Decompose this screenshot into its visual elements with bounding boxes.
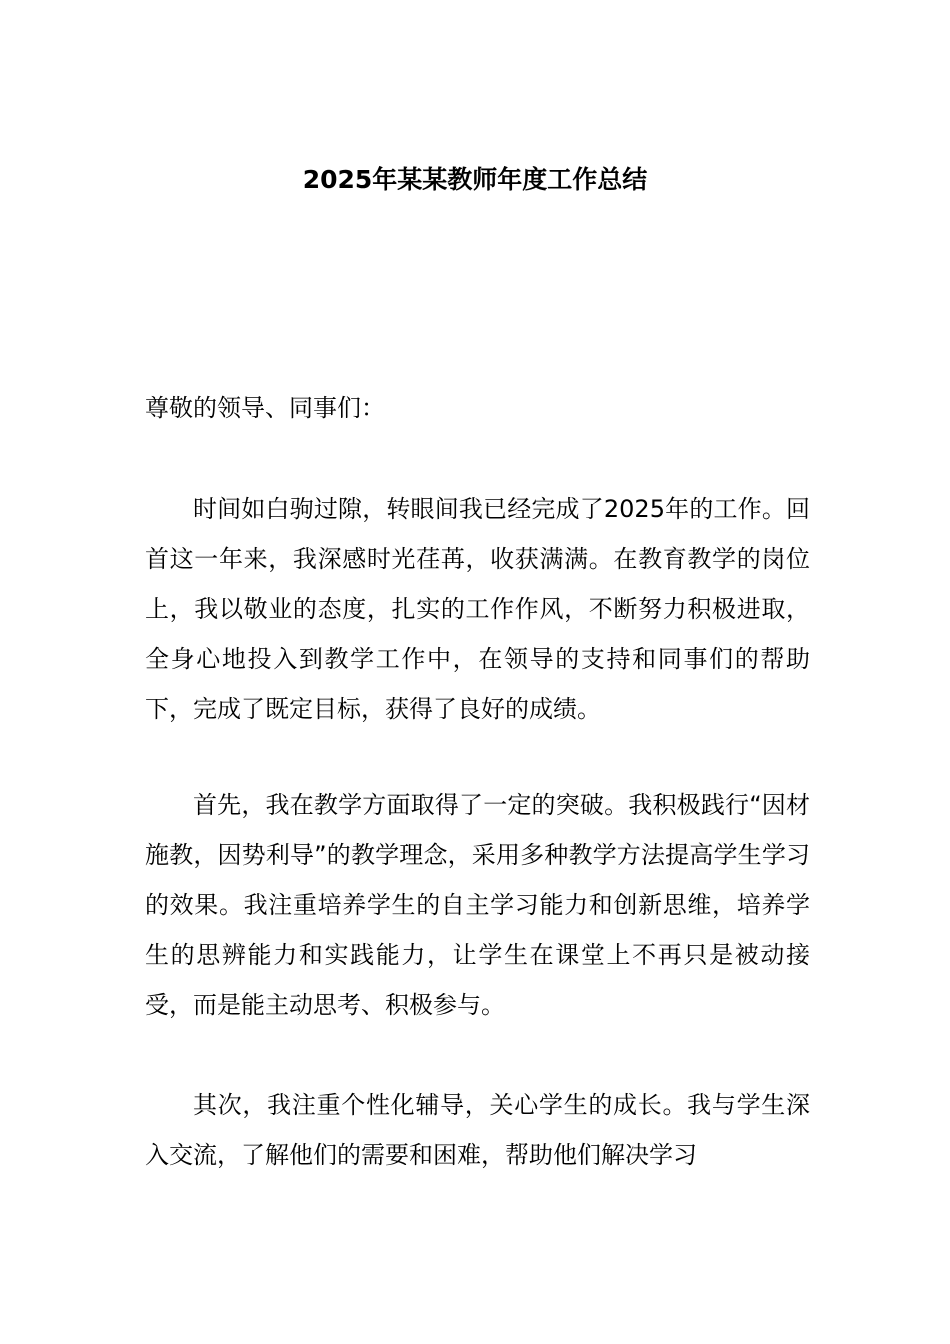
greeting: 尊敬的领导、同事们：	[145, 394, 385, 422]
paragraph-2: 首先，我在教学方面取得了一定的突破。我积极践行“因材施教，因势利导”的教学理念，采用多种教学方法提高学生学习的效果。我注重培养学生的自主学习能力和创新思维，培养学生的思辨能力和实践能力，让学生在课堂上不再只是被动接受，而是能主动思考、积极参与。	[145, 791, 810, 1019]
paragraph-1: 时间如白驹过隙，转眼间我已经完成了2025年的工作。回首这一年来，我深感时光荏苒，收获满满。在教育教学的岗位上，我以敬业的态度，扎实的工作作风，不断努力积极进取，全身心地投入到教学工作中，在领导的支持和同事们的帮助下，完成了既定目标，获得了良好的成绩。	[145, 495, 810, 723]
document-title: 2025年某某教师年度工作总结	[302, 165, 648, 194]
paragraph-3: 其次，我注重个性化辅导，关心学生的成长。我与学生深入交流，了解他们的需要和困难，帮助他们解决学习	[145, 1091, 810, 1169]
